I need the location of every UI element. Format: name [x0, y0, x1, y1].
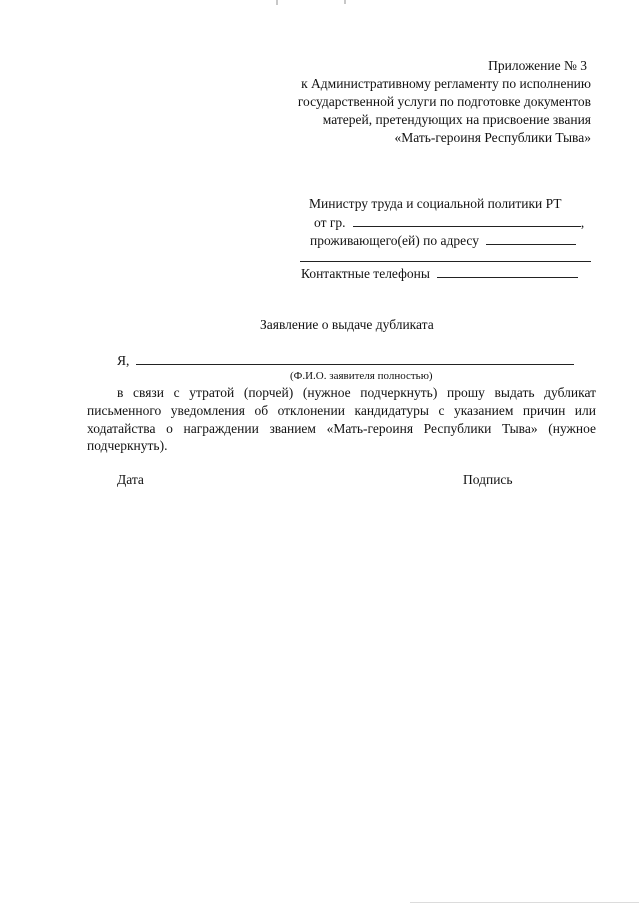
applicant-row: [117, 352, 574, 369]
document-title: Заявление о выдаче дубликата: [260, 317, 434, 332]
from-comma: ,: [580, 215, 585, 230]
addressee-from-row: [314, 214, 584, 231]
appendix-line-2: к Административному регламенту по исполнению: [301, 76, 591, 91]
scan-mark-top-right: [344, 0, 346, 4]
signature-label: Подпись: [463, 472, 513, 487]
from-name-field[interactable]: [353, 214, 581, 227]
from-label: от гр.: [314, 215, 346, 230]
appendix-number: Приложение № 3: [488, 58, 587, 73]
applicant-name-field[interactable]: [136, 352, 574, 365]
applicant-prefix: Я,: [117, 353, 130, 368]
addressee-phones-row: [301, 265, 578, 282]
applicant-caption: (Ф.И.О. заявителя полностью): [290, 370, 433, 382]
body-line-3: ходатайства о награждении званием «Мать-героиня Республики Тыва» (нужное: [87, 421, 596, 436]
address-label: проживающего(ей) по адресу: [310, 233, 479, 248]
appendix-line-5: «Мать-героиня Республики Тыва»: [394, 130, 591, 145]
scan-mark-top: [276, 0, 278, 5]
phones-field[interactable]: [437, 265, 578, 278]
appendix-line-4: матерей, претендующих на присвоение звания: [322, 112, 591, 127]
address-continuation-line[interactable]: [300, 261, 591, 262]
phones-label: Контактные телефоны: [301, 266, 430, 281]
addressee-minister: Министру труда и социальной политики РТ: [309, 196, 562, 211]
body-line-2: письменного уведомления об отклонении кандидатуры с указанием причин или: [87, 403, 596, 418]
address-field[interactable]: [486, 232, 576, 245]
body-line-1: в связи с утратой (порчей) (нужное подчеркнуть) прошу выдать дубликат: [117, 385, 596, 400]
addressee-address-row: [310, 232, 576, 249]
date-label: Дата: [117, 472, 144, 487]
body-line-4: подчеркнуть).: [87, 438, 168, 453]
appendix-line-3: государственной услуги по подготовке документов: [297, 94, 591, 109]
scan-mark-bottom: [410, 902, 639, 903]
